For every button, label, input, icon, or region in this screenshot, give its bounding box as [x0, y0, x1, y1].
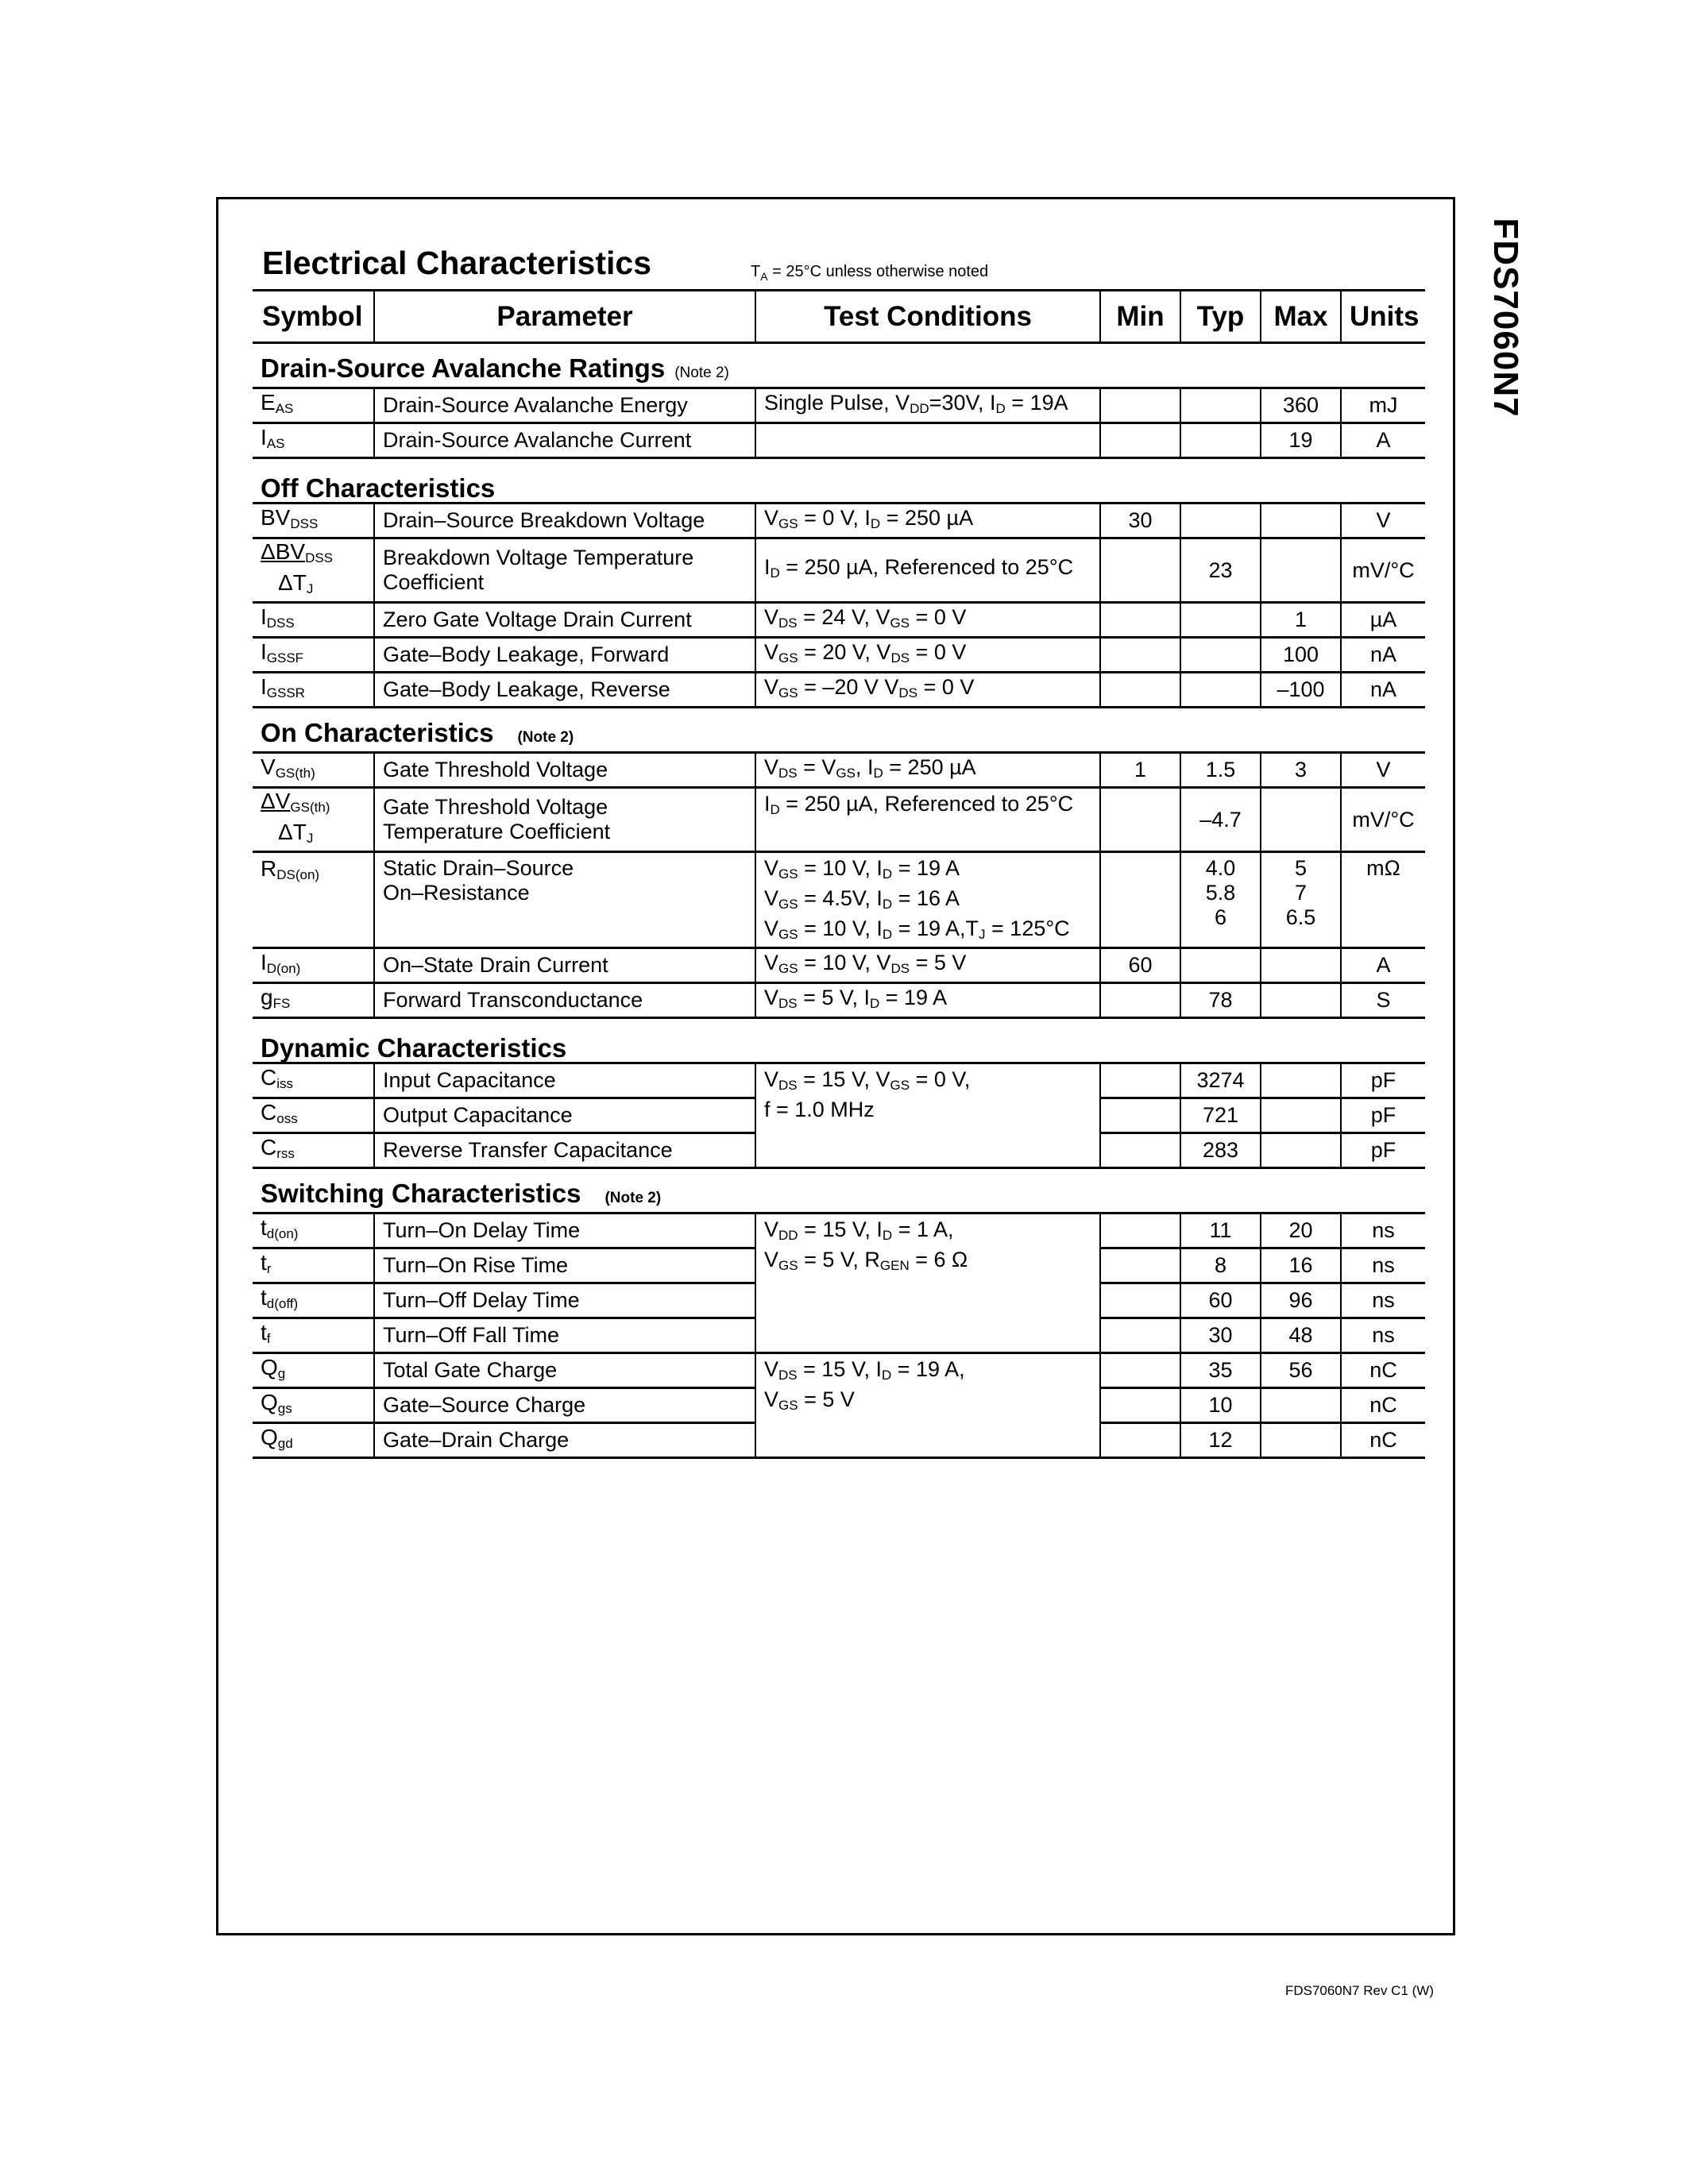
table-row: $I_{GSSR}$ Gate–Body Leakage, Reverse $V_{GS} = -20$ V $V_{DS} = 0$ V –100 nA — [253, 673, 1425, 708]
section-note: (Note 2) — [517, 729, 574, 746]
table-row: $\Delta V_{GS(th)}$ $\Delta T_J$ Gate Threshold Voltage Temperature Coefficient $I_D = 250$ µA, Referenced to 25°C –4.7 mV/°C — [253, 788, 1425, 852]
table-row: $\Delta BV_{DSS}$ $\Delta T_J$ Breakdown Voltage Temperature Coefficient $I_D = 250$ µA, Referenced to 25°C 23 mV/°C — [253, 538, 1425, 603]
table-row: $I_{D(on)}$ On–State Drain Current $V_{GS} = 10$ V, $V_{DS} = 5$ V 60 A — [253, 948, 1425, 983]
col-conditions: Test Conditions — [755, 291, 1100, 343]
table-row: $I_{GSSF}$ Gate–Body Leakage, Forward $V_{GS} = 20$ V, $V_{DS} = 0$ V 100 nA — [253, 638, 1425, 673]
table-row: $C_{iss}$ Input Capacitance $V_{DS} = 15$ V, $V_{GS} = 0$ V, f = 1.0 MHz 3274 pF — [253, 1063, 1425, 1098]
col-units: Units — [1341, 291, 1425, 343]
section-title: Drain-Source Avalanche Ratings — [261, 353, 666, 383]
section-note: (Note 2) — [674, 365, 729, 381]
section-heading: Electrical Characteristics — [262, 245, 651, 281]
section-title: On Characteristics — [261, 718, 494, 747]
col-parameter: Parameter — [374, 291, 755, 343]
table-row: $C_{rss}$ Reverse Transfer Capacitance 283 pF — [253, 1133, 1425, 1168]
section-off — [253, 458, 1425, 504]
col-min: Min — [1100, 291, 1180, 343]
table-row: $Q_{gs}$ Gate–Source Charge 10 nC — [253, 1388, 1425, 1423]
table-row: $Q_g$ Total Gate Charge $V_{DS} = 15$ V, $I_D = 19$ A, $V_{GS} = 5$ V 35 56 nC — [253, 1353, 1425, 1388]
table-row: $t_{d(on)}$ Turn–On Delay Time $V_{DD} = 15$ V, $I_D = 1$ A, $V_{GS} = 5$ V, $R_{GEN} = 6$ Ω 11 20 ns — [253, 1214, 1425, 1248]
col-max: Max — [1261, 291, 1341, 343]
section-note: (Note 2) — [605, 1190, 662, 1206]
table-row: $Q_{gd}$ Gate–Drain Charge 12 nC — [253, 1423, 1425, 1458]
section-on — [253, 708, 1425, 753]
table-row: $BV_{DSS}$ Drain–Source Breakdown Voltage $V_{GS} = 0$ V, $I_D = 250$ µA 30 V — [253, 504, 1425, 538]
table-row: $I_{DSS}$ Zero Gate Voltage Drain Current $V_{DS} = 24$ V, $V_{GS} = 0$ V 1 µA — [253, 603, 1425, 638]
col-typ: Typ — [1180, 291, 1261, 343]
table-row: $E_{AS}$ Drain-Source Avalanche Energy Single Pulse, $V_{DD}=30V$, $I_D = 19A$ 360 mJ — [253, 388, 1425, 423]
header-row — [253, 291, 1425, 343]
section-title: Off Characteristics — [261, 473, 496, 503]
section-title: Switching Characteristics — [261, 1179, 581, 1208]
table-row: $g_{FS}$ Forward Transconductance $V_{DS} = 5$ V, $I_D = 19$ A 78 S — [253, 983, 1425, 1018]
part-number-side-title — [1481, 210, 1529, 425]
part-number-text: FDS7060N7 — [1486, 218, 1525, 418]
section-dynamic — [253, 1018, 1425, 1063]
table-row: $V_{GS(th)}$ Gate Threshold Voltage $V_{DS} = V_{GS}$, $I_D = 250$ µA 1 1.5 3 V — [253, 753, 1425, 788]
table-row: $C_{oss}$ Output Capacitance 721 pF — [253, 1098, 1425, 1133]
heading-note: $T_A = 25^\circ C$ unless otherwise noted — [751, 263, 989, 283]
table-row: $I_{AS}$ Drain-Source Avalanche Current 19 A — [253, 423, 1425, 458]
footer-revision: FDS7060N7 Rev C1 (W) — [1284, 1983, 1434, 1998]
table-row: $t_f$ Turn–Off Fall Time 30 48 ns — [253, 1318, 1425, 1353]
table-row: $t_r$ Turn–On Rise Time 8 16 ns — [253, 1248, 1425, 1283]
electrical-characteristics-table — [253, 289, 1425, 1459]
section-avalanche — [253, 343, 1425, 388]
table-row: $R_{DS(on)}$ Static Drain–Source On–Resistance $V_{GS} = 10$ V, $I_D = 19$ A $V_{GS} = 4.5V$, $I_D = 16$ A $V_{GS} = 10$ V, $I_D = 19$ $A,T_J = 125^\circ C$ 4.0 5.8 6 5 7 6.5 mΩ — [253, 852, 1425, 948]
col-symbol: Symbol — [253, 291, 374, 343]
section-title: Dynamic Characteristics — [261, 1033, 567, 1063]
table-row: $t_{d(off)}$ Turn–Off Delay Time 60 96 ns — [253, 1283, 1425, 1318]
section-switching — [253, 1168, 1425, 1214]
